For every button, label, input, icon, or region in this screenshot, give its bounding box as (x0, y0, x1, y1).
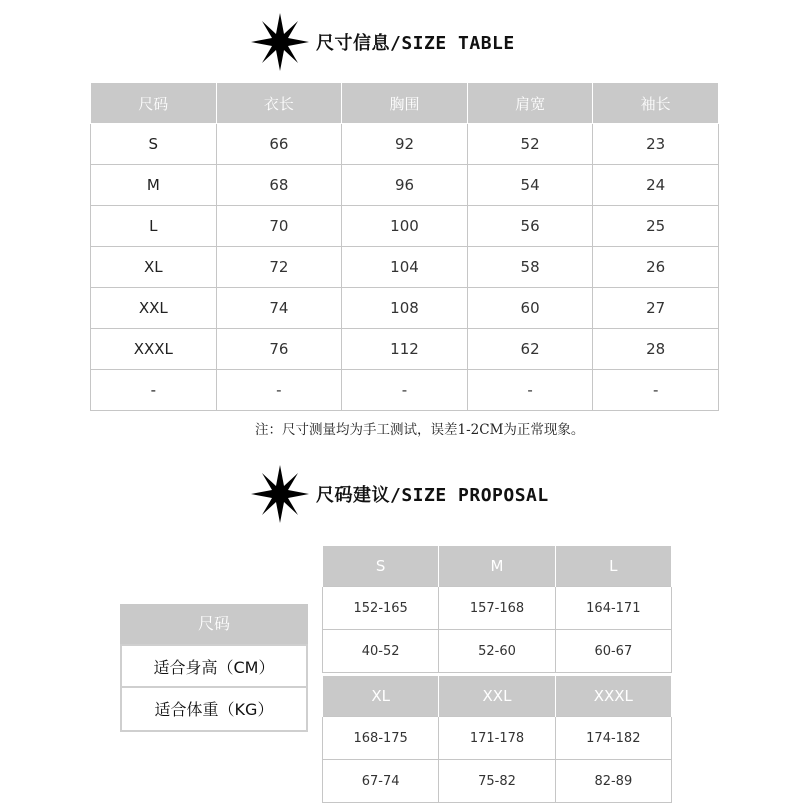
proposal-size-header: L (555, 546, 671, 587)
proposal-weight-row (323, 630, 672, 673)
proposal-weight-row (323, 760, 672, 803)
proposal-header-row (323, 546, 672, 587)
proposal-size-header: XL (323, 676, 439, 717)
proposal-label-header: 尺码 (120, 604, 308, 644)
table-cell: - (342, 370, 468, 411)
table-cell: 157-168 (439, 587, 555, 630)
table-cell: 62 (467, 329, 593, 370)
header-chest: 胸围 (342, 83, 468, 124)
size-table-title-text: 尺寸信息/SIZE TABLE (316, 33, 515, 54)
table-cell: 75-82 (439, 760, 555, 803)
table-cell: L (91, 206, 217, 247)
proposal-label-height: 适合身高（CM） (120, 644, 308, 688)
header-length: 衣长 (216, 83, 342, 124)
table-cell: 68 (216, 165, 342, 206)
header-size: 尺码 (91, 83, 217, 124)
table-cell: 52-60 (439, 630, 555, 673)
proposal-size-header: S (323, 546, 439, 587)
table-cell: 112 (342, 329, 468, 370)
table-cell: 67-74 (323, 760, 439, 803)
proposal-label-box (120, 604, 308, 732)
table-cell: 72 (216, 247, 342, 288)
table-cell: 108 (342, 288, 468, 329)
table-cell: 60-67 (555, 630, 671, 673)
table-cell: - (467, 370, 593, 411)
table-cell: 164-171 (555, 587, 671, 630)
size-table-title (250, 12, 515, 72)
table-row (91, 124, 719, 165)
proposal-size-header: XXL (439, 676, 555, 717)
table-cell: M (91, 165, 217, 206)
table-cell: 40-52 (323, 630, 439, 673)
table-row (91, 288, 719, 329)
table-cell: 58 (467, 247, 593, 288)
table-cell: 100 (342, 206, 468, 247)
table-cell: 52 (467, 124, 593, 165)
size-proposal-title-text: 尺码建议/SIZE PROPOSAL (316, 485, 549, 506)
proposal-height-row (323, 587, 672, 630)
header-sleeve: 袖长 (593, 83, 719, 124)
proposal-table-group-2 (322, 676, 672, 803)
header-shoulder: 肩宽 (467, 83, 593, 124)
table-row (91, 206, 719, 247)
proposal-size-header: XXXL (555, 676, 671, 717)
table-cell: - (91, 370, 217, 411)
starburst-icon (250, 464, 310, 524)
table-cell: 74 (216, 288, 342, 329)
table-cell: 28 (593, 329, 719, 370)
table-row (91, 370, 719, 411)
table-cell: - (216, 370, 342, 411)
table-row (91, 247, 719, 288)
table-cell: 56 (467, 206, 593, 247)
table-cell: 82-89 (555, 760, 671, 803)
table-cell: XXL (91, 288, 217, 329)
table-cell: 96 (342, 165, 468, 206)
table-cell: 174-182 (555, 717, 671, 760)
table-cell: 24 (593, 165, 719, 206)
starburst-icon (250, 12, 310, 72)
table-cell: 168-175 (323, 717, 439, 760)
table-cell: 60 (467, 288, 593, 329)
table-cell: 66 (216, 124, 342, 165)
table-cell: XL (91, 247, 217, 288)
table-cell: XXXL (91, 329, 217, 370)
proposal-table-group-1 (322, 546, 672, 673)
table-cell: 92 (342, 124, 468, 165)
table-cell: S (91, 124, 217, 165)
table-cell: 54 (467, 165, 593, 206)
proposal-height-row (323, 717, 672, 760)
proposal-size-header: M (439, 546, 555, 587)
measurement-note: 注：尺寸测量均为手工测试，误差1-2CM为正常现象。 (255, 422, 585, 438)
size-proposal-title (250, 464, 549, 524)
table-cell: 76 (216, 329, 342, 370)
table-cell: - (593, 370, 719, 411)
table-cell: 152-165 (323, 587, 439, 630)
table-row (91, 165, 719, 206)
table-cell: 70 (216, 206, 342, 247)
table-cell: 171-178 (439, 717, 555, 760)
size-table-header-row (91, 83, 719, 124)
table-cell: 26 (593, 247, 719, 288)
table-cell: 23 (593, 124, 719, 165)
proposal-header-row (323, 676, 672, 717)
table-cell: 25 (593, 206, 719, 247)
table-cell: 27 (593, 288, 719, 329)
table-row (91, 329, 719, 370)
size-table (90, 82, 719, 411)
proposal-label-weight: 适合体重（KG） (120, 688, 308, 732)
table-cell: 104 (342, 247, 468, 288)
